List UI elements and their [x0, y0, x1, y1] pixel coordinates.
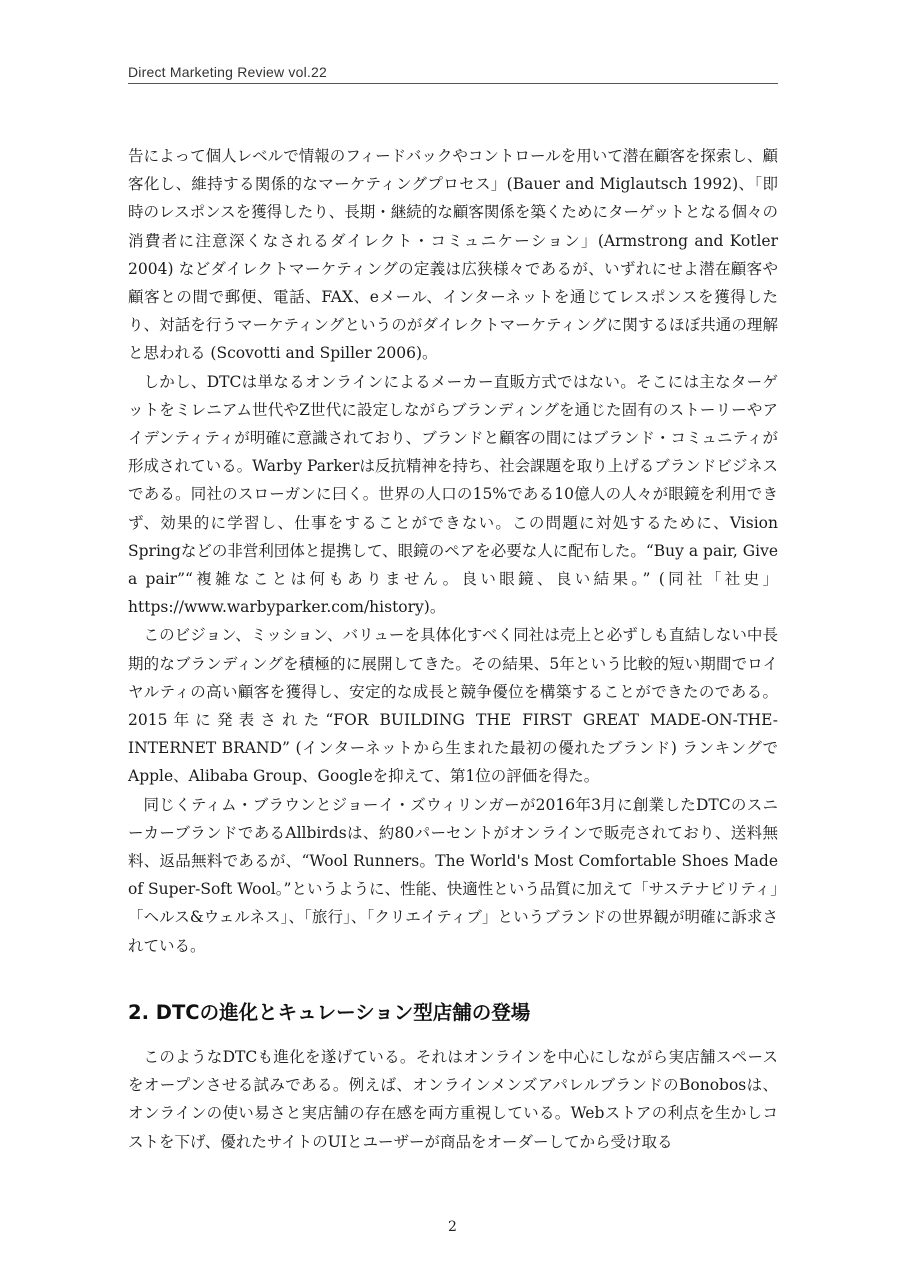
paragraph-continuation: 告によって個人レベルで情報のフィードバックやコントロールを用いて潜在顧客を探索し、顧客化し、維持する関係的なマーケティングプロセス」(Bauer and Miglautsch 1992)、「即時のレスポンスを獲得したり、長期・継続的な顧客関係を築くためにターゲットとなる個々の消費者に注意深くなされるダイレクト・コミュニケーション」(Armstrong and Kotler 2004) などダイレクトマーケティングの定義は広狭様々であるが、いずれにせよ潜在顧客や顧客との間で郵便、電話、FAX、eメール、インターネットを通じてレスポンスを獲得したり、対話を行うマーケティングというのがダイレクトマーケティングに関するほぼ共通の理解と思われる (Scovotti and Spiller 2006)。: [128, 147, 778, 363]
paragraph-allbirds: 同じくティム・ブラウンとジョーイ・ズウィリンガーが2016年3月に創業したDTCのスニーカーブランドであるAllbirdsは、約80パーセントがオンラインで販売されており、送料無料、返品無料であるが、“Wool Runners。The World's Most Comfortable Shoes Made of Super-Soft Wool。”というように、性能、快適性という品質に加えて「サステナビリティ」「ヘルス&ウェルネス」、「旅行」、「クリエイティブ」というブランドの世界観が明確に訴求されている。: [128, 795, 778, 955]
section-heading: 2. DTCの進化とキュレーション型店舗の登場: [128, 1001, 531, 1024]
body-text: [128, 142, 778, 960]
paragraph-dtc-evolution: このようなDTCも進化を遂げている。それはオンラインを中心にしながら実店舗スペースをオープンさせる試みである。例えば、オンラインメンズアパレルブランドのBonobosは、オンラインの使い易さと実店舗の存在感を両方重視している。Webストアの利点を生かしコストを下げ、優れたサイトのUIとユーザーが商品をオーダーしてから受け取る: [128, 1048, 778, 1151]
paragraph-dtc-warby-parker: しかし、DTCは単なるオンラインによるメーカー直販方式ではない。そこには主なターゲットをミレニアム世代やZ世代に設定しながらブランディングを通じた固有のストーリーやアイデンティティが明確に意識されており、ブランドと顧客の間にはブランド・コミュニティが形成されている。Warby Parkerは反抗精神を持ち、社会課題を取り上げるブランドビジネスである。同社のスローガンに曰く。世界の人口の15%である10億人の人々が眼鏡を利用できず、効果的に学習し、仕事をすることができない。この問題に対処するために、Vision Springなどの非営利団体と提携して、眼鏡のペアを必要な人に配布した。“Buy a pair, Give a pair”“複雑なことは何もありません。良い眼鏡、良い結果。” (同社「社史」https://www.warbyparker.com/history)。: [128, 372, 778, 617]
page-number: 2: [448, 1219, 457, 1235]
section-text: [128, 1043, 778, 1156]
paragraph-branding-results: このビジョン、ミッション、バリューを具体化すべく同社は売上と必ずしも直結しない中長期的なブランディングを積極的に展開してきた。その結果、5年という比較的短い期間でロイヤルティの高い顧客を獲得し、安定的な成長と競争優位を構築することができたのである。2015年に発表された“FOR BUILDING THE FIRST GREAT MADE-ON-THE-INTERNET BRAND” (インターネットから生まれた最初の優れたブランド) ランキングでApple、Alibaba Group、Googleを抑えて、第1位の評価を得た。: [128, 626, 778, 786]
running-header: Direct Marketing Review vol.22: [128, 64, 327, 80]
header-rule: [128, 83, 778, 84]
